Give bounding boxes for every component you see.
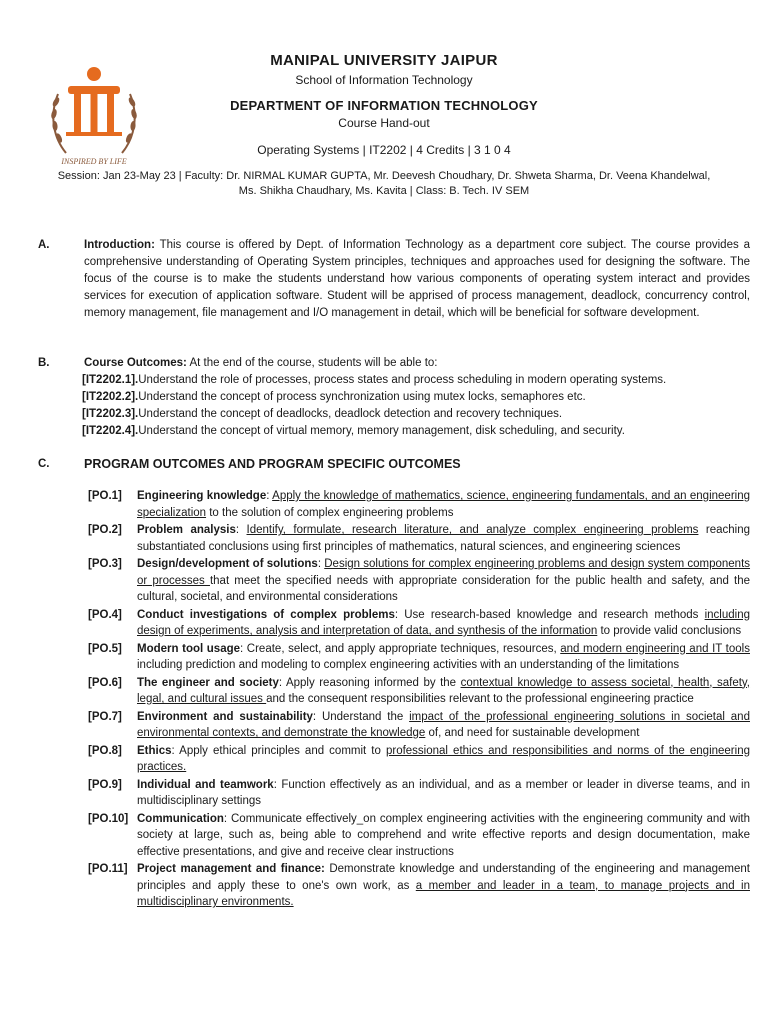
section-program-outcomes [38, 456, 750, 473]
po-code: [PO.9] [88, 778, 122, 791]
course-outcome-item [82, 389, 750, 406]
po-underlined-text: professional ethics and responsibilities and norms of the engineering practices. [137, 744, 750, 773]
po-text: to the solution of complex engineering problems [206, 506, 454, 519]
po-separator: : Use research-based knowledge and research methods [394, 608, 705, 621]
university-name: MANIPAL UNIVERSITY JAIPUR [270, 52, 498, 69]
section-letter: A. [38, 239, 50, 251]
po-underlined-text: including design of experiments, analysis and interpretation of data, and synthesis of the information [137, 608, 750, 637]
section-letter: C. [38, 458, 50, 470]
po-separator: : Create, select, and apply appropriate techniques, resources, [240, 642, 561, 655]
po-code: [PO.1] [88, 490, 122, 502]
po-code: [PO.6] [88, 676, 122, 689]
po-underlined-text: contextual knowledge to assess societal, health, safety, legal, and cultural issues [137, 676, 751, 705]
po-separator: : Function effectively as an individual, and as a member or leader in diverse teams, and in multidisciplinary settings [137, 778, 751, 807]
introduction-text [84, 237, 750, 322]
outcome-code: [IT2202.2]. [82, 391, 139, 403]
outcome-code: [IT2202.4]. [82, 425, 139, 437]
po-name: Communication [137, 812, 224, 825]
po-code: [PO.11] [88, 863, 128, 875]
po-name: Project management and finance: [137, 863, 325, 875]
program-outcome-item [88, 777, 750, 810]
po-separator: : [266, 490, 273, 502]
course-outcome-item [82, 406, 750, 423]
po-name: Individual and teamwork [137, 778, 274, 791]
svg-text:INSPIRED BY LIFE: INSPIRED BY LIFE [61, 157, 127, 166]
po-code: [PO.7] [88, 710, 122, 723]
po-code: [PO.10] [88, 812, 129, 825]
program-outcome-item [88, 861, 750, 911]
program-outcome-item [88, 743, 750, 776]
section-introduction [38, 237, 750, 322]
po-underlined-text: Identify, formulate, research literature, and analyze complex engineering problems [246, 524, 699, 536]
po-name: The engineer and society [137, 676, 279, 689]
session-line-1: Session: Jan 23-May 23 | Faculty: Dr. NIRMAL KUMAR GUPTA, Mr. Deevesh Choudhary, Dr. Shweta Sharma, Dr. Veena Khandelwal, [57, 170, 711, 182]
po-text: of, and need for sustainable development [425, 727, 640, 739]
course-outcomes-intro [84, 355, 750, 372]
program-outcomes-title: PROGRAM OUTCOMES AND PROGRAM SPECIFIC OUTCOMES [84, 457, 461, 471]
po-separator: : Apply ethical principles and commit to [171, 744, 386, 757]
po-text: to provide valid conclusions [597, 625, 742, 637]
section-course-outcomes [38, 355, 750, 440]
po-name: Problem analysis [137, 524, 236, 536]
outcome-text: Understand the concept of process synchronization using mutex locks, semaphores etc. [138, 391, 586, 403]
course-info: Operating Systems | IT2202 | 4 Credits | 3 1 0 4 [257, 143, 511, 157]
outcome-text: Understand the role of processes, process states and process scheduling in modern operating systems. [138, 374, 667, 386]
po-name: Engineering knowledge [137, 490, 267, 502]
program-outcomes-list [88, 488, 750, 912]
course-outcomes-label: Course Outcomes: [84, 357, 187, 369]
session-info [0, 169, 768, 199]
po-name: Design/development of solutions [137, 558, 318, 570]
outcome-text: Understand the concept of deadlocks, deadlock detection and recovery techniques. [138, 408, 563, 420]
program-outcome-item [88, 641, 750, 674]
document-type: Course Hand-out [338, 116, 430, 130]
program-outcome-item [88, 522, 750, 555]
outcome-code: [IT2202.1]. [82, 374, 139, 386]
course-outcome-item [82, 423, 750, 440]
program-outcome-item [88, 556, 750, 606]
outcome-text: Understand the concept of virtual memory, memory management, disk scheduling, and security. [138, 425, 625, 437]
po-underlined-text: Design solutions for complex engineering problems and design system components or processes [137, 558, 751, 587]
section-letter: B. [38, 357, 50, 369]
po-name: Modern tool usage [137, 642, 241, 655]
introduction-label: Introduction: [84, 239, 155, 251]
school-name: School of Information Technology [295, 73, 473, 87]
session-line-2: Ms. Shikha Chaudhary, Ms. Kavita | Class: B. Tech. IV SEM [238, 185, 530, 197]
program-outcome-item [88, 488, 750, 521]
po-separator: : Communicate effectively_on complex engineering activities with the engineering community and with society at large, such as, being able to comprehend and write effective reports and design documentation, make effective presentations, and give and receive clear instructions [137, 812, 750, 858]
po-text: reaching substantiated conclusions using first principles of mathematics, natural sciences, and engineering sciences [137, 524, 751, 553]
po-code: [PO.3] [88, 558, 122, 570]
course-outcomes-intro-text: At the end of the course, students will be able to: [186, 357, 438, 369]
po-separator: : Understand the [312, 710, 410, 723]
outcome-code: [IT2202.3]. [82, 408, 139, 420]
po-underlined-text: impact of the professional engineering solutions in societal and environmental contexts, and demonstrate the knowledge [137, 710, 750, 739]
po-separator: : Apply reasoning informed by the [278, 676, 461, 689]
po-name: Ethics [137, 744, 172, 757]
program-outcome-item [88, 811, 750, 861]
po-name: Conduct investigations of complex problems [137, 608, 395, 621]
po-code: [PO.2] [88, 524, 122, 536]
po-text: that meet the specified needs with appropriate consideration for the public health and safety, and the cultural, societal, and environmental considerations [137, 574, 751, 603]
po-separator: Demonstrate knowledge and understanding of the engineering and management principles and apply these to one's own work, as [137, 863, 750, 892]
po-code: [PO.4] [88, 608, 122, 621]
department-name: DEPARTMENT OF INFORMATION TECHNOLOGY [230, 98, 538, 113]
po-text: including prediction and modeling to complex engineering activities with an understanding of the limitations [137, 659, 680, 671]
po-code: [PO.5] [88, 642, 122, 655]
po-underlined-text: a member and leader in a team, to manage projects and in multidisciplinary environments. [137, 879, 750, 908]
po-underlined-text: and modern engineering and IT tools [560, 642, 750, 655]
po-underlined-text: Apply the knowledge of mathematics, science, engineering fundamentals, and an engineering specialization [137, 490, 750, 519]
po-separator: : [235, 524, 247, 536]
po-code: [PO.8] [88, 744, 122, 757]
po-separator: : [317, 558, 325, 570]
po-name: Environment and sustainability [137, 710, 313, 723]
introduction-body: This course is offered by Dept. of Information Technology as a department core subject. The course provides a comprehensive understanding of Operating System principles, techniques and approaches used for designing the software. The focus of the course is to make the students understand how various components of operating system interact and provides services for execution of application software. Student will be apprised of process management, deadlock, concurrency control, memory management, file management and I/O management in detail, which will be beneficial for software development. [84, 239, 750, 319]
course-outcome-item [82, 372, 750, 389]
program-outcome-item [88, 675, 750, 708]
program-outcome-item [88, 709, 750, 742]
po-text: and the consequent responsibilities relevant to the professional engineering practice [266, 693, 694, 705]
program-outcome-item [88, 607, 750, 640]
